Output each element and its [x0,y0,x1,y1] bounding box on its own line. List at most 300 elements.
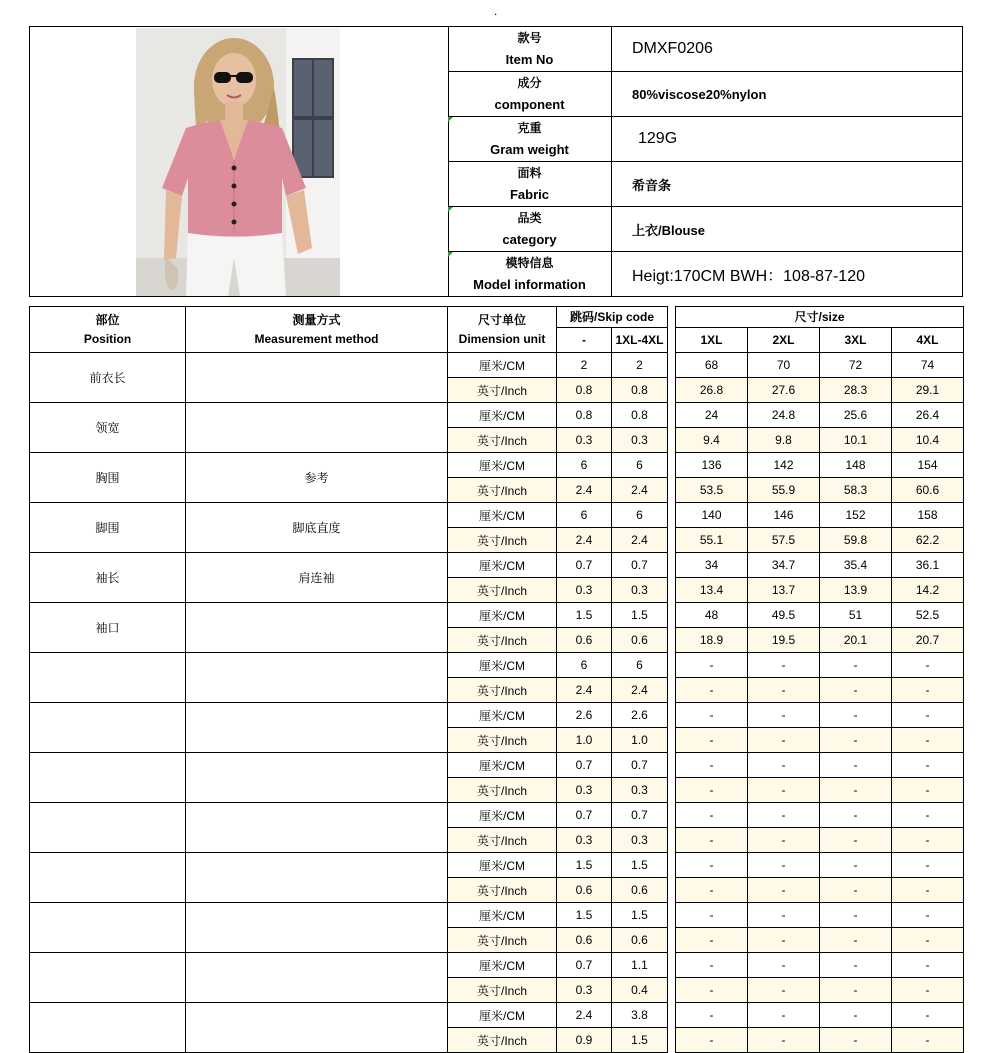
skip-value-cell: 1.5 [612,1028,668,1053]
unit-cell: 厘米/CM [448,603,557,628]
position-cell: 袖长 [30,553,186,603]
photo-cell [30,27,449,296]
label-en: Fabric [509,187,549,202]
position-cell: 袖口 [30,603,186,653]
skip-value-cell: 0.6 [557,928,612,953]
size-value-cell: - [892,928,964,953]
skip-value-cell: 0.3 [557,578,612,603]
size-value-cell: 9.4 [676,428,748,453]
method-cell [186,603,448,653]
column-separator [668,403,676,428]
size-value-cell: - [892,678,964,703]
skip-value-cell: 1.5 [557,853,612,878]
top-dot: . [494,4,498,18]
size-value-cell: - [676,1028,748,1053]
label-en: Gram weight [490,142,569,157]
size-value-cell: - [892,978,964,1003]
unit-cell: 英寸/Inch [448,528,557,553]
size-value-cell: 57.5 [748,528,820,553]
size-value-cell: - [676,653,748,678]
column-separator [668,603,676,628]
column-separator [668,703,676,728]
size-value-cell: 24 [676,403,748,428]
size-value-cell: - [676,753,748,778]
size-value-cell: - [820,728,892,753]
skip-value-cell: 0.7 [557,803,612,828]
skip-value-cell: 2.4 [557,478,612,503]
method-cell [186,753,448,803]
skip-value-cell: 2.4 [557,1003,612,1028]
unit-cell: 英寸/Inch [448,828,557,853]
label-en: Model information [473,277,586,292]
size-value-cell: 52.5 [892,603,964,628]
skip-value-cell: 2 [612,353,668,378]
unit-cell: 厘米/CM [448,703,557,728]
column-separator [668,878,676,903]
info-row-model-information [448,252,962,296]
size-value-cell: - [676,928,748,953]
size-value-cell: - [820,853,892,878]
size-value-cell: - [820,653,892,678]
size-value-cell: 34.7 [748,553,820,578]
size-value-cell: 148 [820,453,892,478]
skip-value-cell: 0.7 [557,753,612,778]
size-value-cell: 10.4 [892,428,964,453]
skip-value-cell: 0.3 [612,428,668,453]
size-value-cell: 35.4 [820,553,892,578]
column-separator [668,828,676,853]
size-value-cell: 136 [676,453,748,478]
size-header: 尺寸/size [676,307,964,328]
unit-cell: 英寸/Inch [448,578,557,603]
skip-value-cell: 0.6 [612,928,668,953]
skip-sub-header: 1XL-4XL [612,328,668,353]
size-value-cell: - [820,1028,892,1053]
unit-cell: 厘米/CM [448,953,557,978]
unit-cell: 厘米/CM [448,453,557,478]
size-value-cell: 68 [676,353,748,378]
column-separator [668,853,676,878]
column-separator [668,1003,676,1028]
column-separator [668,728,676,753]
unit-header [448,307,557,353]
size-value-cell: - [748,853,820,878]
size-value-cell: - [748,678,820,703]
item-no-value: DMXF0206 [632,40,713,57]
size-value-cell: - [892,728,964,753]
model-photo-illustration [136,28,340,296]
method-cell [186,853,448,903]
column-separator [668,453,676,478]
method-header-en: Measurement method [254,331,379,346]
size-value-cell: - [676,778,748,803]
size-value-cell: - [892,853,964,878]
info-label [448,207,612,251]
skip-value-cell: 0.7 [557,553,612,578]
table-row [30,553,964,578]
skip-value-cell: 6 [557,453,612,478]
position-header [30,307,186,353]
table-row [30,903,964,928]
header-row-1 [30,307,964,328]
size-value-cell: 154 [892,453,964,478]
column-separator [668,478,676,503]
column-separator [668,428,676,453]
info-label [448,117,612,161]
size-value-cell: 28.3 [820,378,892,403]
column-separator [668,628,676,653]
table-row [30,453,964,478]
size-value-cell: 62.2 [892,528,964,553]
size-value-cell: 60.6 [892,478,964,503]
column-separator [668,503,676,528]
size-label: 3XL [820,328,892,353]
info-row-category [448,207,962,252]
size-value-cell: - [676,978,748,1003]
skip-value-cell: 0.8 [612,378,668,403]
size-value-cell: - [676,853,748,878]
size-value-cell: - [748,753,820,778]
label-en: category [502,232,557,247]
column-separator [668,953,676,978]
size-value-cell: 48 [676,603,748,628]
unit-header-en: Dimension unit [458,331,546,346]
model-information-value: Heigt:170CM BWH：108-87-120 [632,267,865,285]
size-value-cell: 36.1 [892,553,964,578]
position-cell [30,1003,186,1053]
size-value-cell: 51 [820,603,892,628]
skip-value-cell: 2.4 [612,528,668,553]
size-value-cell: - [676,1003,748,1028]
method-cell [186,803,448,853]
size-value-cell: - [748,878,820,903]
column-separator [668,753,676,778]
size-value-cell: - [820,678,892,703]
skip-value-cell: 1.5 [557,603,612,628]
size-value-cell: 58.3 [820,478,892,503]
unit-cell: 英寸/Inch [448,678,557,703]
skip-value-cell: 1.5 [557,903,612,928]
method-header-cn: 测量方式 [292,312,341,327]
size-value-cell: 13.9 [820,578,892,603]
size-value-cell: - [820,703,892,728]
skip-value-cell: 0.6 [612,628,668,653]
skip-value-cell: 2.4 [557,528,612,553]
size-value-cell: - [820,778,892,803]
unit-cell: 厘米/CM [448,753,557,778]
table-row [30,803,964,828]
skip-value-cell: 6 [612,653,668,678]
position-cell [30,703,186,753]
size-value-cell: - [748,703,820,728]
skip-value-cell: 2.4 [612,478,668,503]
column-separator [668,678,676,703]
skip-value-cell: 6 [612,503,668,528]
unit-cell: 厘米/CM [448,653,557,678]
size-value-cell: - [676,678,748,703]
size-value-cell: - [820,1003,892,1028]
position-cell: 领宽 [30,403,186,453]
size-value-cell: - [676,828,748,853]
position-cell [30,753,186,803]
unit-cell: 厘米/CM [448,553,557,578]
size-value-cell: 70 [748,353,820,378]
position-cell [30,903,186,953]
size-value-cell: 152 [820,503,892,528]
skip-value-cell: 0.3 [557,828,612,853]
size-value-cell: - [748,828,820,853]
size-value-cell: 34 [676,553,748,578]
size-value-cell: 13.7 [748,578,820,603]
gram-weight-value: 129G [638,130,678,147]
unit-cell: 英寸/Inch [448,378,557,403]
size-value-cell: - [820,953,892,978]
skip-value-cell: 0.3 [557,428,612,453]
skip-value-cell: 6 [612,453,668,478]
size-value-cell: - [748,903,820,928]
size-value-cell: 53.5 [676,478,748,503]
corner-mark-icon [448,252,453,257]
size-value-cell: 27.6 [748,378,820,403]
skip-code-header: 跳码/Skip code [557,307,668,328]
column-separator [668,307,676,353]
size-value-cell: - [748,978,820,1003]
size-value-cell: - [748,1028,820,1053]
corner-mark-icon [448,117,453,122]
skip-sub-header: - [557,328,612,353]
size-value-cell: - [748,728,820,753]
skip-value-cell: 0.7 [612,553,668,578]
skip-value-cell: 0.7 [557,953,612,978]
skip-value-cell: 1.5 [612,903,668,928]
size-value-cell: - [820,803,892,828]
position-header-cn: 部位 [95,312,120,327]
table-row [30,953,964,978]
skip-value-cell: 0.3 [612,578,668,603]
info-label [448,162,612,206]
label-cn: 模特信息 [505,256,554,270]
product-header [29,26,963,297]
size-value-cell: 26.4 [892,403,964,428]
size-value-cell: 19.5 [748,628,820,653]
size-value-cell: 55.9 [748,478,820,503]
skip-value-cell: 1.5 [612,853,668,878]
size-table [29,306,964,1053]
size-value-cell: 14.2 [892,578,964,603]
skip-value-cell: 2 [557,353,612,378]
skip-value-cell: 0.6 [557,628,612,653]
category-value: 上衣/Blouse [632,222,705,238]
size-value-cell: - [820,903,892,928]
info-label [448,72,612,116]
unit-cell: 英寸/Inch [448,878,557,903]
position-cell: 脚围 [30,503,186,553]
fabric-value: 希音条 [632,177,672,193]
table-row [30,853,964,878]
size-value-cell: 49.5 [748,603,820,628]
column-separator [668,803,676,828]
info-row-gram-weight [448,117,962,162]
unit-header-cn: 尺寸单位 [477,312,526,327]
table-row [30,403,964,428]
method-cell [186,703,448,753]
size-value-cell: - [820,753,892,778]
column-separator [668,553,676,578]
method-cell [186,903,448,953]
position-cell: 胸围 [30,453,186,503]
position-cell [30,803,186,853]
skip-value-cell: 2.4 [557,678,612,703]
skip-value-cell: 3.8 [612,1003,668,1028]
unit-cell: 英寸/Inch [448,978,557,1003]
column-separator [668,903,676,928]
size-value-cell: - [892,828,964,853]
skip-value-cell: 0.8 [557,403,612,428]
size-value-cell: 142 [748,453,820,478]
table-row [30,653,964,678]
size-value-cell: - [748,928,820,953]
skip-value-cell: 0.9 [557,1028,612,1053]
size-value-cell: - [892,778,964,803]
size-value-cell: 9.8 [748,428,820,453]
column-separator [668,378,676,403]
label-cn: 品类 [517,211,542,225]
unit-cell: 厘米/CM [448,903,557,928]
size-value-cell: - [748,953,820,978]
table-row [30,353,964,378]
size-value-cell: 26.8 [676,378,748,403]
size-value-cell: - [892,953,964,978]
size-value-cell: - [892,803,964,828]
unit-cell: 厘米/CM [448,353,557,378]
skip-value-cell: 2.4 [612,678,668,703]
size-value-cell: 59.8 [820,528,892,553]
unit-cell: 英寸/Inch [448,778,557,803]
skip-value-cell: 0.6 [612,878,668,903]
info-row-fabric [448,162,962,207]
size-value-cell: 146 [748,503,820,528]
unit-cell: 英寸/Inch [448,728,557,753]
size-label: 4XL [892,328,964,353]
skip-value-cell: 6 [557,653,612,678]
size-value-cell: - [676,953,748,978]
unit-cell: 英寸/Inch [448,928,557,953]
position-cell [30,653,186,703]
method-cell [186,353,448,403]
info-row-component [448,72,962,117]
info-label [448,27,612,71]
info-label [448,252,612,296]
size-value-cell: 20.7 [892,628,964,653]
label-cn: 面料 [517,166,542,180]
method-cell: 参考 [186,453,448,503]
size-value-cell: - [892,753,964,778]
corner-mark-icon [448,207,453,212]
column-separator [668,578,676,603]
size-value-cell: - [892,1028,964,1053]
label-en: Item No [505,52,554,67]
position-header-en: Position [83,331,132,346]
size-value-cell: 24.8 [748,403,820,428]
size-value-cell: - [820,928,892,953]
skip-value-cell: 0.3 [557,778,612,803]
size-value-cell: - [676,903,748,928]
skip-value-cell: 0.4 [612,978,668,1003]
method-cell [186,1003,448,1053]
unit-cell: 英寸/Inch [448,478,557,503]
size-value-cell: - [748,778,820,803]
label-cn: 成分 [517,76,542,90]
method-header [186,307,448,353]
skip-value-cell: 2.6 [612,703,668,728]
skip-value-cell: 6 [557,503,612,528]
size-value-cell: 10.1 [820,428,892,453]
table-row [30,1003,964,1028]
skip-value-cell: 0.3 [612,828,668,853]
skip-value-cell: 0.7 [612,803,668,828]
table-row [30,703,964,728]
size-value-cell: - [676,703,748,728]
skip-value-cell: 0.6 [557,878,612,903]
size-value-cell: 25.6 [820,403,892,428]
unit-cell: 厘米/CM [448,403,557,428]
label-cn: 款号 [517,31,542,45]
column-separator [668,353,676,378]
method-cell: 肩连袖 [186,553,448,603]
label-en: component [494,97,565,112]
size-value-cell: - [892,903,964,928]
size-label: 2XL [748,328,820,353]
unit-cell: 厘米/CM [448,853,557,878]
size-value-cell: - [676,803,748,828]
position-cell: 前衣长 [30,353,186,403]
column-separator [668,778,676,803]
size-value-cell: - [892,653,964,678]
skip-value-cell: 1.1 [612,953,668,978]
size-value-cell: - [892,703,964,728]
skip-value-cell: 1.0 [557,728,612,753]
size-value-cell: 29.1 [892,378,964,403]
size-value-cell: - [892,878,964,903]
size-table-body [30,307,964,1053]
column-separator [668,978,676,1003]
unit-cell: 英寸/Inch [448,428,557,453]
size-value-cell: - [892,1003,964,1028]
table-row [30,753,964,778]
skip-value-cell: 2.6 [557,703,612,728]
size-value-cell: - [748,803,820,828]
column-separator [668,653,676,678]
skip-value-cell: 0.7 [612,753,668,778]
label-cn: 克重 [517,121,542,135]
position-cell [30,953,186,1003]
unit-cell: 厘米/CM [448,503,557,528]
size-value-cell: - [820,978,892,1003]
component-value: 80%viscose20%nylon [632,86,767,102]
size-value-cell: - [676,878,748,903]
unit-cell: 厘米/CM [448,1003,557,1028]
table-row [30,603,964,628]
size-value-cell: - [676,728,748,753]
size-value-cell: 72 [820,353,892,378]
method-cell [186,653,448,703]
method-cell [186,403,448,453]
size-value-cell: - [820,878,892,903]
column-separator [668,928,676,953]
info-row-item-no [448,27,962,72]
model-photo [136,28,340,296]
column-separator [668,528,676,553]
